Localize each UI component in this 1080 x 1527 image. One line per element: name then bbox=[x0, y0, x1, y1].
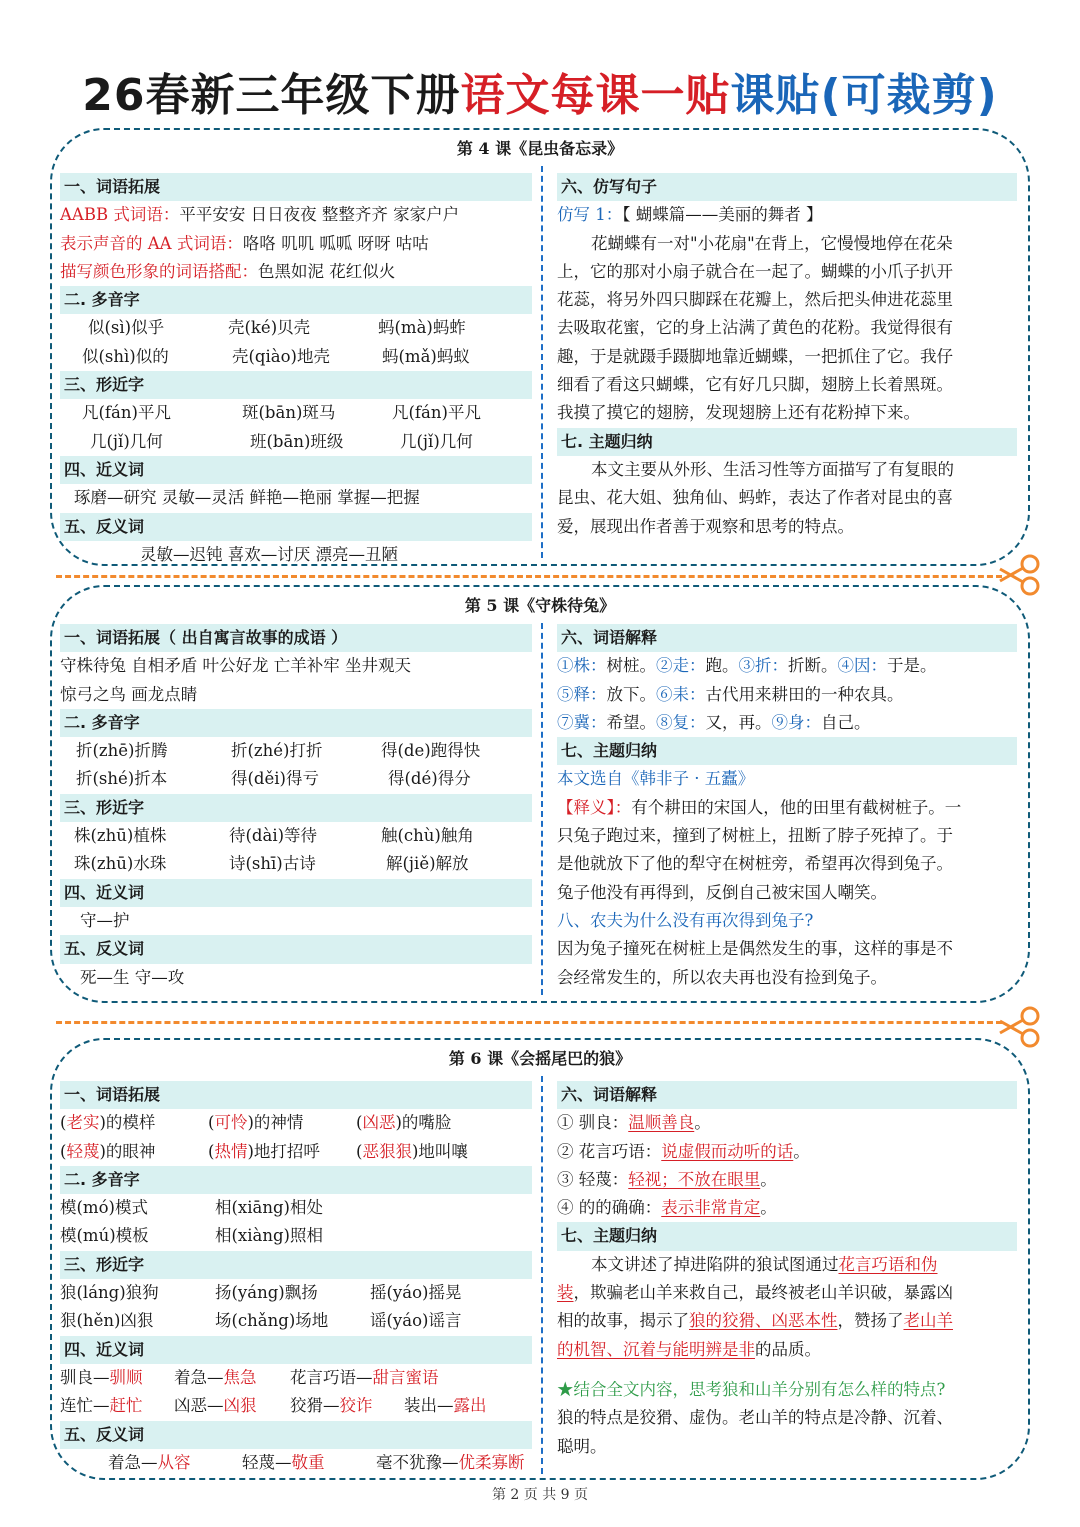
cell: 得(dé)得分 bbox=[388, 769, 471, 789]
right-column bbox=[557, 1081, 1023, 1461]
cell: 装出—露出 bbox=[404, 1396, 487, 1416]
text-line: 爱，展现出作者善于观察和思考的特点。 bbox=[557, 516, 854, 536]
table-row bbox=[60, 399, 532, 427]
red-label: 描写颜色形象的词语搭配： bbox=[60, 261, 258, 281]
text-line: 兔子他没有再得到，反倒自己被宋国人嘲笑。 bbox=[557, 882, 887, 902]
right-column bbox=[557, 624, 1023, 992]
left-column bbox=[60, 173, 532, 569]
lesson-4-card bbox=[50, 128, 1030, 566]
text-line: 细看了看这只蝴蝶，它有好几只脚，翅膀上长着黑斑。 bbox=[557, 375, 953, 395]
definition: 于是。 bbox=[887, 656, 937, 676]
cell: 谣(yáo)谣言 bbox=[370, 1311, 462, 1331]
cell: (热情)地打招呼 bbox=[208, 1141, 320, 1161]
text-line: 只兔子跑过来，撞到了树桩上，扭断了脖子死掉了。于 bbox=[557, 826, 953, 846]
cell: 驯良—驯顺 bbox=[60, 1367, 143, 1387]
spacer bbox=[557, 1364, 1023, 1376]
cell: 场(chǎng)场地 bbox=[215, 1311, 329, 1331]
section-heading: 四、近义词 bbox=[60, 1336, 532, 1364]
definition: 树桩。 bbox=[606, 656, 656, 676]
cell: (凶恶)的嘴脸 bbox=[356, 1113, 452, 1133]
text-line: 上，它的那对小扇子就合在一起了。蝴蝶的小爪子扒开 bbox=[557, 261, 953, 281]
term: ④因： bbox=[837, 656, 887, 676]
cut-line bbox=[56, 1021, 1002, 1024]
column-divider bbox=[541, 623, 543, 995]
section-heading: 二. 多音字 bbox=[60, 1166, 532, 1194]
section-heading: 七、主题归纳 bbox=[557, 1222, 1017, 1250]
table-row bbox=[60, 1279, 532, 1307]
table-row bbox=[60, 343, 532, 371]
cell: 着急—焦急 bbox=[174, 1367, 257, 1387]
source-line: 本文选自《韩非子 · 五蠹》 bbox=[557, 769, 755, 789]
term: ⑤释： bbox=[557, 684, 607, 704]
subtitle: 【 蝴蝶篇——美丽的舞者 】 bbox=[622, 205, 823, 225]
text-line: 相的故事，揭示了狼的狡猾、凶恶本性，赞扬了老山羊 bbox=[557, 1311, 953, 1331]
definition: 希望。 bbox=[606, 712, 656, 732]
table-row bbox=[60, 314, 532, 342]
table-row bbox=[60, 1449, 532, 1477]
table-row bbox=[60, 1109, 532, 1137]
section-heading: 二. 多音字 bbox=[60, 709, 532, 737]
cell: 凡(fán)平凡 bbox=[82, 403, 171, 423]
cell: 似(sì)似乎 bbox=[88, 318, 165, 338]
lesson-title: 第 5 课《守株待兔》 bbox=[464, 596, 616, 615]
section-heading: 一、词语拓展 bbox=[60, 173, 532, 201]
right-column bbox=[557, 173, 1023, 541]
text-line bbox=[60, 230, 532, 258]
term: ⑧复： bbox=[656, 712, 706, 732]
lesson-title: 第 6 课《会摇尾巴的狼》 bbox=[448, 1049, 632, 1068]
red-label: 【释义】： bbox=[557, 797, 632, 817]
cell: 得(de)跑得快 bbox=[381, 741, 481, 761]
definition-item: ③ 轻蔑：轻视；不放在眼里。 bbox=[557, 1169, 777, 1189]
cell: 珠(zhū)水珠 bbox=[74, 854, 167, 874]
cell: 株(zhū)植株 bbox=[74, 826, 167, 846]
section-heading: 三、形近字 bbox=[60, 371, 532, 399]
term: ⑦冀： bbox=[557, 712, 607, 732]
text-line: 灵敏—迟钝 喜欢—讨厌 漂亮—丑陋 bbox=[140, 544, 398, 564]
text-line bbox=[557, 652, 1023, 680]
question-heading: 八、农夫为什么没有再次得到兔子? bbox=[557, 910, 814, 930]
term: ①株： bbox=[557, 656, 607, 676]
cell: 得(děi)得亏 bbox=[231, 769, 319, 789]
section-heading: 六、仿写句子 bbox=[557, 173, 1017, 201]
section-heading: 六、词语解释 bbox=[557, 624, 1017, 652]
red-label: AABB 式词语： bbox=[60, 205, 180, 225]
blue-label: 仿写 1： bbox=[557, 205, 623, 225]
lesson-5-card bbox=[50, 585, 1030, 1003]
cell: 壳(qiào)地壳 bbox=[232, 346, 330, 366]
table-row bbox=[60, 850, 532, 878]
cell: 连忙—赶忙 bbox=[60, 1396, 143, 1416]
text-line: 昆虫、花大姐、独角仙、蚂蚱，表达了作者对昆虫的喜 bbox=[557, 488, 953, 508]
text-line: 琢磨—研究 灵敏—灵活 鲜艳—艳丽 掌握—把握 bbox=[74, 488, 420, 508]
text-line bbox=[60, 258, 532, 286]
cell: (恶狠狠)地叫嚷 bbox=[356, 1141, 468, 1161]
cell: 相(xiāng)相处 bbox=[215, 1198, 323, 1218]
text-line: 去吸取花蜜，它的身上沾满了黄色的花粉。我觉得很有 bbox=[557, 318, 953, 338]
section-heading: 五、反义词 bbox=[60, 513, 532, 541]
cell: 几(jǐ)几何 bbox=[90, 431, 163, 451]
cell: 蚂(mà)蚂蚱 bbox=[378, 318, 466, 338]
section-heading: 七. 主题归纳 bbox=[557, 428, 1017, 456]
red-label: 表示声音的 AA 式词语： bbox=[60, 233, 243, 253]
text-line: 聪明。 bbox=[557, 1436, 607, 1456]
scissors-icon bbox=[996, 553, 1044, 597]
cell: (可怜)的神情 bbox=[208, 1113, 304, 1133]
text-line: 装，欺骗老山羊来救自己，最终被老山羊识破，暴露凶 bbox=[557, 1283, 953, 1303]
question-heading: ★结合全文内容，思考狼和山羊分别有怎么样的特点? bbox=[557, 1379, 946, 1399]
section-heading: 四、近义词 bbox=[60, 879, 532, 907]
cell: 似(shì)似的 bbox=[82, 346, 169, 366]
section-heading: 一、词语拓展 bbox=[60, 1081, 532, 1109]
title-part-2: 语文每课一贴 bbox=[460, 70, 731, 121]
text-line: 狼的特点是狡猾、虚伪。老山羊的特点是冷静、沉着、 bbox=[557, 1408, 953, 1428]
left-column bbox=[60, 1081, 532, 1477]
word-list: 咯咯 叽叽 呱呱 呀呀 咕咕 bbox=[242, 233, 429, 253]
lesson-6-card bbox=[50, 1038, 1030, 1480]
section-heading: 七、主题归纳 bbox=[557, 737, 1017, 765]
cell: 班(bān)班级 bbox=[250, 431, 344, 451]
table-row bbox=[60, 1364, 532, 1392]
cell: 触(chù)触角 bbox=[381, 826, 474, 846]
section-heading: 二. 多音字 bbox=[60, 286, 532, 314]
left-column bbox=[60, 624, 532, 992]
cell: 狡猾—狡诈 bbox=[290, 1396, 373, 1416]
term: ②走： bbox=[656, 656, 706, 676]
section-heading: 五、反义词 bbox=[60, 1421, 532, 1449]
term: ⑥耒： bbox=[656, 684, 706, 704]
cell: 蚂(mǎ)蚂蚁 bbox=[382, 346, 470, 366]
cell: 相(xiàng)照相 bbox=[215, 1226, 323, 1246]
cell: 模(mú)模板 bbox=[60, 1226, 149, 1246]
cell: 斑(bān)斑马 bbox=[242, 403, 336, 423]
table-row bbox=[60, 1138, 532, 1166]
text-line: 本文主要从外形、生活习性等方面描写了有复眼的 bbox=[591, 459, 954, 479]
definition: 跑。 bbox=[705, 656, 739, 676]
cell: 毫不犹豫—优柔寡断 bbox=[376, 1452, 525, 1472]
table-row bbox=[60, 1392, 532, 1420]
section-heading: 三、形近字 bbox=[60, 1251, 532, 1279]
cell: 模(mó)模式 bbox=[60, 1198, 148, 1218]
table-row bbox=[60, 1194, 532, 1222]
text-line: 花蝴蝶有一对"小花扇"在背上，它慢慢地停在花朵 bbox=[591, 233, 953, 253]
text-line: 趣，于是就蹑手蹑脚地靠近蝴蝶，一把抓住了它。我仔 bbox=[557, 346, 953, 366]
cell: 摇(yáo)摇晃 bbox=[370, 1283, 462, 1303]
page-footer: 第 2 页 共 9 页 bbox=[491, 1487, 589, 1503]
table-row bbox=[60, 1222, 532, 1250]
word-list: 色黑如泥 花红似火 bbox=[258, 261, 396, 281]
table-row bbox=[60, 822, 532, 850]
text-line: 会经常发生的，所以农夫再也没有捡到兔子。 bbox=[557, 967, 887, 987]
definition: 折断。 bbox=[788, 656, 838, 676]
text-line: 守株待兔 自相矛盾 叶公好龙 亡羊补牢 坐井观天 bbox=[60, 656, 411, 676]
text-line: 花蕊，将另外四只脚踩在花瓣上，然后把头伸进花蕊里 bbox=[557, 290, 953, 310]
cell: 轻蔑—敬重 bbox=[242, 1452, 325, 1472]
table-row bbox=[60, 737, 532, 765]
table-row bbox=[60, 765, 532, 793]
text-line: 因为兔子撞死在树桩上是偶然发生的事，这样的事是不 bbox=[557, 939, 953, 959]
text-line bbox=[557, 681, 1023, 709]
section-heading: 五、反义词 bbox=[60, 935, 532, 963]
cell: 凶恶—凶狠 bbox=[174, 1396, 257, 1416]
cell: 狠(hěn)凶狠 bbox=[60, 1311, 154, 1331]
title-part-3: 课贴(可裁剪) bbox=[730, 70, 998, 121]
text-line: 本文讲述了掉进陷阱的狼试图通过花言巧语和伪 bbox=[591, 1254, 938, 1274]
text-line: 死—生 守—攻 bbox=[80, 967, 185, 987]
cell: 诗(shī)古诗 bbox=[229, 854, 316, 874]
text-line: 我摸了摸它的翅膀，发现翅膀上还有花粉掉下来。 bbox=[557, 403, 920, 423]
cell: 折(shé)折本 bbox=[76, 769, 168, 789]
cut-line bbox=[56, 575, 1002, 578]
section-heading: 六、词语解释 bbox=[557, 1081, 1017, 1109]
scissors-icon bbox=[996, 1005, 1044, 1049]
section-heading: 三、形近字 bbox=[60, 794, 532, 822]
cell: 凡(fán)平凡 bbox=[392, 403, 481, 423]
cell: 壳(ké)贝壳 bbox=[228, 318, 311, 338]
title-part-1: 26春新三年级下册 bbox=[82, 70, 461, 121]
definition: 自己。 bbox=[821, 712, 871, 732]
cell: 待(dài)等待 bbox=[229, 826, 318, 846]
cell: 折(zhē)折腾 bbox=[76, 741, 168, 761]
term: ③折： bbox=[738, 656, 788, 676]
paragraph-text: 有个耕田的宋国人，他的田里有截树桩子。一 bbox=[631, 797, 962, 817]
cell: 着急—从容 bbox=[108, 1452, 191, 1472]
cell: 几(jǐ)几何 bbox=[400, 431, 473, 451]
table-row bbox=[60, 1307, 532, 1335]
word-list: 平平安安 日日夜夜 整整齐齐 家家户户 bbox=[179, 205, 460, 225]
cell: 扬(yáng)飘扬 bbox=[215, 1283, 318, 1303]
text-line: 的机智、沉着与能明辨是非的品质。 bbox=[557, 1339, 821, 1359]
definition-item: ② 花言巧语：说虚假而动听的话。 bbox=[557, 1141, 810, 1161]
text-line: 惊弓之鸟 画龙点睛 bbox=[60, 684, 198, 704]
page-title bbox=[0, 68, 1080, 124]
column-divider bbox=[541, 166, 543, 558]
definition: 又，再。 bbox=[705, 712, 772, 732]
cell: 花言巧语—甜言蜜语 bbox=[290, 1367, 439, 1387]
term: ⑨身： bbox=[771, 712, 821, 732]
cell: (老实)的模样 bbox=[60, 1113, 156, 1133]
cell: 折(zhé)打折 bbox=[231, 741, 323, 761]
column-divider bbox=[541, 1076, 543, 1474]
text-line bbox=[557, 709, 1023, 737]
definition-item: ④ 的的确确：表示非常肯定。 bbox=[557, 1198, 777, 1218]
text-line: 守—护 bbox=[80, 910, 130, 930]
definition: 古代用来耕田的一种农具。 bbox=[705, 684, 904, 704]
table-row bbox=[60, 428, 532, 456]
section-heading: 一、词语拓展（ 出自寓言故事的成语 ） bbox=[60, 624, 532, 652]
cell: 狼(láng)狼狗 bbox=[60, 1283, 159, 1303]
text-line bbox=[557, 201, 1023, 229]
text-line bbox=[557, 794, 1023, 822]
lesson-title: 第 4 课《昆虫备忘录》 bbox=[456, 139, 624, 158]
definition-item: ① 驯良：温顺善良。 bbox=[557, 1113, 711, 1133]
definition: 放下。 bbox=[606, 684, 656, 704]
section-heading: 四、近义词 bbox=[60, 456, 532, 484]
text-line: 是他就放下了他的犁守在树桩旁，希望再次得到兔子。 bbox=[557, 854, 953, 874]
cell: (轻蔑)的眼神 bbox=[60, 1141, 156, 1161]
text-line bbox=[60, 201, 532, 229]
cell: 解(jiě)解放 bbox=[386, 854, 469, 874]
